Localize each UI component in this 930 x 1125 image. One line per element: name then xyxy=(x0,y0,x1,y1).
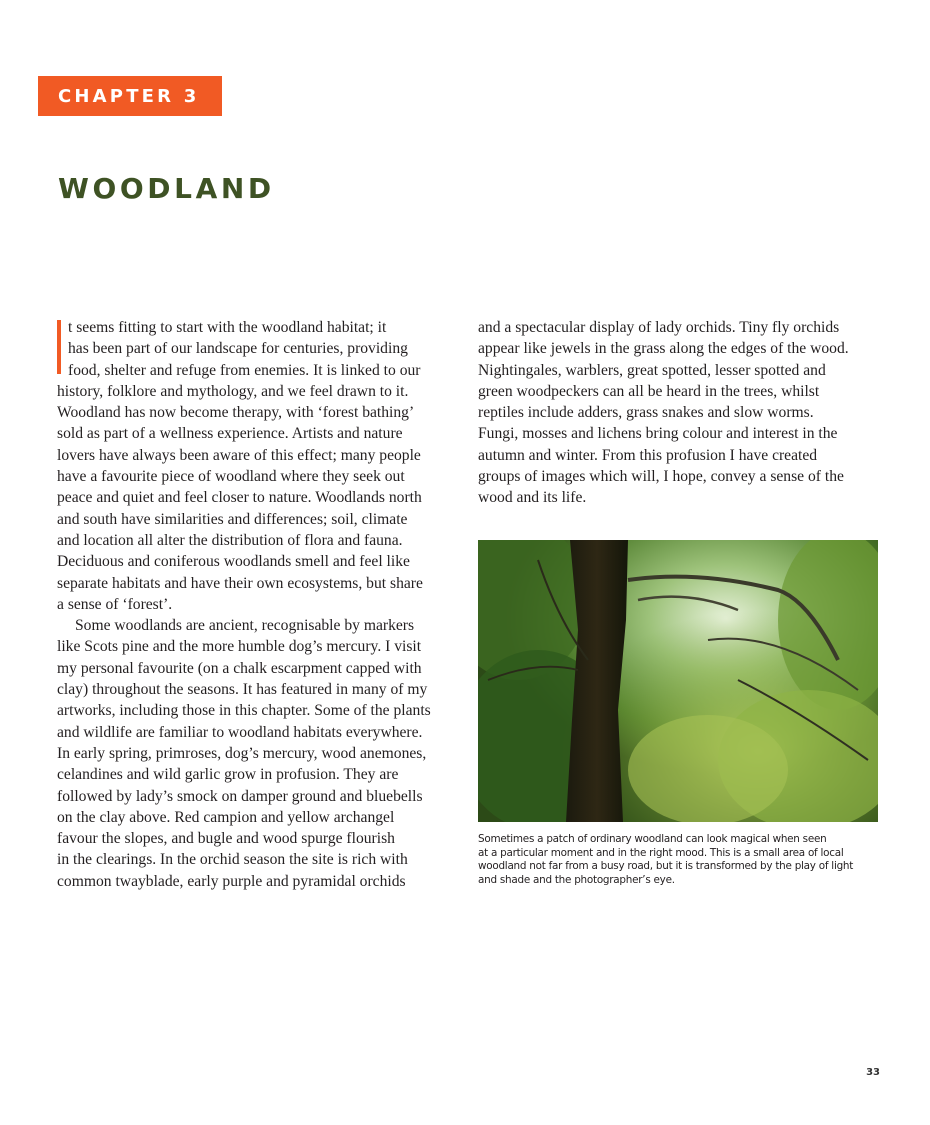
text-line: like Scots pine and the more humble dog’s mercury. I visit xyxy=(57,638,422,656)
text-line: and a spectacular display of lady orchids. Tiny fly orchids xyxy=(478,319,840,336)
chapter-title: WOODLAND xyxy=(58,172,275,205)
body-column-left xyxy=(57,317,467,892)
text-line: wood and its life. xyxy=(478,489,587,507)
text-line: Deciduous and coniferous woodlands smell and feel like xyxy=(57,553,410,571)
text-line: celandines and wild garlic grow in profusion. They are xyxy=(57,766,399,784)
caption-line: and shade and the photographer’s eye. xyxy=(478,873,675,886)
text-line: my personal favourite (on a chalk escarpment capped with xyxy=(57,659,422,677)
text-line: and wildlife are familiar to woodland habitats everywhere. xyxy=(57,723,423,741)
text-line: in the clearings. In the orchid season the site is rich with xyxy=(57,851,408,869)
text-line: separate habitats and have their own ecosystems, but share xyxy=(57,574,423,592)
woodland-photo xyxy=(478,540,878,822)
text-line: has been part of our landscape for centuries, providing xyxy=(68,340,408,358)
text-line: have a favourite piece of woodland where they seek out xyxy=(57,468,405,486)
photo-caption xyxy=(478,833,878,887)
paragraph-1 xyxy=(57,317,467,615)
body-column-right xyxy=(478,317,888,509)
paragraph-2 xyxy=(57,615,467,892)
page-number: 33 xyxy=(866,1067,880,1078)
text-line: common twayblade, early purple and pyramidal orchids xyxy=(57,872,406,890)
text-line: peace and quiet and feel closer to nature. Woodlands north xyxy=(57,489,422,507)
text-line: history, folklore and mythology, and we feel drawn to it. xyxy=(57,382,409,400)
text-line: Woodland has now become therapy, with ‘forest bathing’ xyxy=(57,404,415,422)
text-line: Nightingales, warblers, great spotted, lesser spotted and xyxy=(478,361,826,379)
text-line: followed by lady’s smock on damper ground and bluebells xyxy=(57,787,423,805)
text-line: autumn and winter. From this profusion I have created xyxy=(478,446,818,464)
paragraph-1-opening xyxy=(57,317,467,381)
caption-line: at a particular moment and in the right mood. This is a small area of local xyxy=(478,846,844,859)
caption-line: Sometimes a patch of ordinary woodland can look magical when seen xyxy=(478,833,827,845)
text-line: reptiles include adders, grass snakes and slow worms. xyxy=(478,404,814,422)
chapter-label: CHAPTER 3 xyxy=(58,85,200,107)
text-line: appear like jewels in the grass along the edges of the wood. xyxy=(478,340,849,358)
text-line: t seems fitting to start with the woodland habitat; it xyxy=(68,319,387,336)
text-line: green woodpeckers can all be heard in the trees, whilst xyxy=(478,382,820,400)
text-line: sold as part of a wellness experience. Artists and nature xyxy=(57,425,403,443)
text-line: In early spring, primroses, dog’s mercury, wood anemones, xyxy=(57,744,427,762)
text-line: on the clay above. Red campion and yellow archangel xyxy=(57,808,395,826)
chapter-label-badge xyxy=(38,76,222,116)
text-line: Some woodlands are ancient, recognisable by markers xyxy=(75,617,415,635)
text-line: favour the slopes, and bugle and wood spurge flourish xyxy=(57,830,395,848)
paragraph-2-continued xyxy=(478,317,888,509)
text-line: a sense of ‘forest’. xyxy=(57,595,173,613)
text-line: groups of images which will, I hope, convey a sense of the xyxy=(478,468,844,486)
text-line: and south have similarities and differences; soil, climate xyxy=(57,510,408,528)
text-line: lovers have always been aware of this effect; many people xyxy=(57,446,421,464)
woodland-photo-illustration xyxy=(478,540,878,822)
text-line: and location all alter the distribution of flora and fauna. xyxy=(57,531,403,549)
text-line: clay) throughout the seasons. It has featured in many of my xyxy=(57,681,428,699)
caption-line: woodland not far from a busy road, but it is transformed by the play of light xyxy=(478,860,854,873)
text-line: artworks, including those in this chapter. Some of the plants xyxy=(57,702,431,720)
text-line: Fungi, mosses and lichens bring colour and interest in the xyxy=(478,425,838,443)
text-line: food, shelter and refuge from enemies. It is linked to our xyxy=(68,361,421,379)
